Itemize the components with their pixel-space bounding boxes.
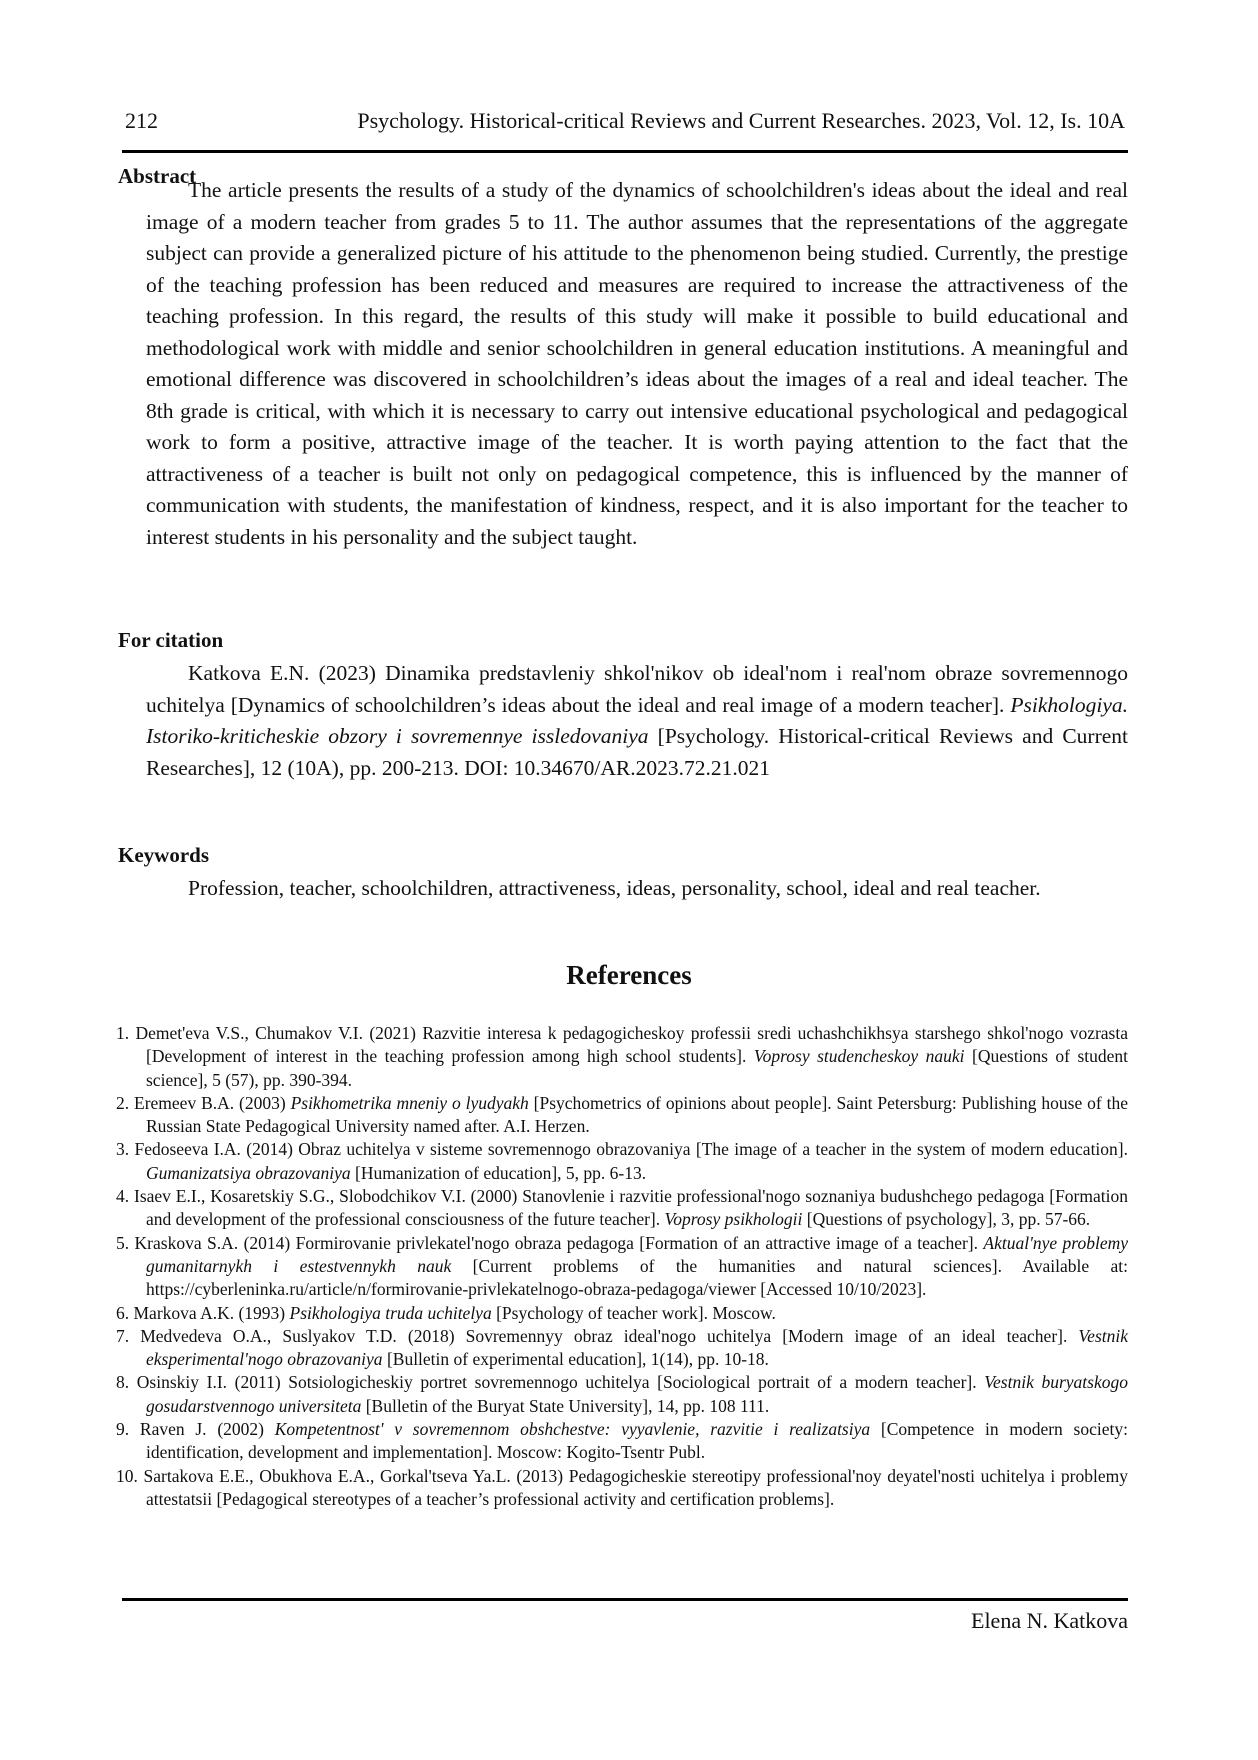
references-list [116,1022,1128,1511]
references-title: References [566,960,692,990]
reference-item: 7. Medvedeva O.A., Suslyakov T.D. (2018) Sovremennyy obraz ideal'nogo uchitelya [Modern image of an ideal teacher]. Vestnik eksperimental'nogo obrazovaniya [Bulletin of experimental education], 1(14), pp. 10-18. [116,1325,1128,1370]
citation-text [146,658,1128,784]
citation-journal: Psikhologiya. Istoriko-kriticheskie obzory i sovremennye issledovaniya [146,692,1128,748]
reference-item: 2. Eremeev B.A. (2003) Psikhometrika mneniy o lyudyakh [Psychometrics of opinions about people]. Saint Petersburg: Publishing house of the Russian State Pedagogical University named after. A.I. Herzen. [116,1092,1128,1137]
citation-part2: [Psychology. Historical-critical Reviews and Current Researches], 12 (10A), pp. 200-213. DOI: 10.34670/AR.2023.72.21.021 [146,724,1128,780]
keywords-text: Profession, teacher, schoolchildren, attractiveness, ideas, personality, school, ideal and real teacher. [188,876,1041,900]
keywords-heading: Keywords [118,843,209,867]
citation-heading: For citation [118,628,224,652]
journal-title: Psychology. Historical-critical Reviews and Current Researches. 2023, Vol. 12, Is. 10A [357,108,1125,133]
reference-item: 4. Isaev E.I., Kosaretskiy S.G., Slobodchikov V.I. (2000) Stanovlenie i razvitie professional'nogo soznaniya budushchego pedagoga [Formation and development of the professional consciousness of the future teacher]. Voprosy psikhologii [Questions of psychology], 3, pp. 57-66. [116,1186,1128,1230]
citation-part1: Katkova E.N. (2023) Dinamika predstavleniy shkol'nikov ob ideal'nom i real'nom obraze sovremennogo uchitelya [Dynamics of schoolchildren’s ideas about the ideal and real image of a modern teacher]. [146,661,1128,717]
footer-author: Elena N. Katkova [971,1608,1128,1633]
reference-item: 9. Raven J. (2002) Kompetentnost' v sovremennom obshchestve: vyyavlenie, razvitie i realizatsiya [Competence in modern society: identification, development and implementation]. Moscow: Kogito-Tsentr Publ. [116,1419,1128,1463]
running-header [125,108,1125,142]
header-rule [122,150,1128,153]
reference-item: 10. Sartakova E.E., Obukhova E.A., Gorkal'tseva Ya.L. (2013) Pedagogicheskie stereotipy professional'noy deyatel'nosti uchitelya i problemy attestatsii [Pedagogical stereotypes of a teacher’s professional activity and certification problems]. [116,1465,1128,1509]
abstract-heading: Abstract [118,164,197,188]
reference-item: 3. Fedoseeva I.A. (2014) Obraz uchitelya v sisteme sovremennogo obrazovaniya [The image of a teacher in the system of modern education]. Gumanizatsiya obrazovaniya [Humanization of education], 5, pp. 6-13. [116,1139,1128,1183]
reference-item: 8. Osinskiy I.I. (2011) Sotsiologicheskiy portret sovremennogo uchitelya [Sociological portrait of a modern teacher]. Vestnik buryatskogo gosudarstvennogo universiteta [Bulletin of the Buryat State University], 14, pp. 108 111. [116,1372,1128,1416]
footer-rule [122,1598,1128,1601]
reference-item: 5. Kraskova S.A. (2014) Formirovanie privlekatel'nogo obraza pedagoga [Formation of an attractive image of a teacher]. Aktual'nye problemy gumanitarnykh i estestvennykh nauk [Current problems of the humanities and natural sciences]. Available at: https://cyberleninka.ru/article/n/formirovanie-privlekatelnogo-obraza-pedagoga/viewer [Accessed 10/10/2023]. [116,1232,1128,1300]
abstract-text: The article presents the results of a study of the dynamics of schoolchildren's ideas about the ideal and real image of a modern teacher from grades 5 to 11. The author assumes that the representations of the aggregate subject can provide a generalized picture of his attitude to the phenomenon being studied. Currently, the prestige of the teaching profession has been reduced and measures are required to increase the attractiveness of the teaching profession. In this regard, the results of this study will make it possible to build educational and methodological work with middle and senior schoolchildren in general education institutions. A meaningful and emotional difference was discovered in schoolchildren’s ideas about the images of a real and ideal teacher. The 8th grade is critical, with which it is necessary to carry out intensive educational psychological and pedagogical work to form a positive, attractive image of the teacher. It is worth paying attention to the fact that the attractiveness of a teacher is built not only on pedagogical competence, this is influenced by the manner of communication with students, the manifestation of kindness, respect, and it is also important for the teacher to interest students in his personality and the subject taught. [146,178,1128,549]
reference-item: 6. Markova A.K. (1993) Psikhologiya truda uchitelya [Psychology of teacher work]. Moscow. [116,1302,776,1323]
page-number: 212 [125,108,158,133]
reference-item: 1. Demet'eva V.S., Chumakov V.I. (2021) Razvitie interesa k pedagogicheskoy professii sredi uchashchikhsya starshego shkol'nogo vozrasta [Development of interest in the teaching profession among high school students]. Voprosy studencheskoy nauki [Questions of student science], 5 (57), pp. 390-394. [116,1023,1129,1090]
